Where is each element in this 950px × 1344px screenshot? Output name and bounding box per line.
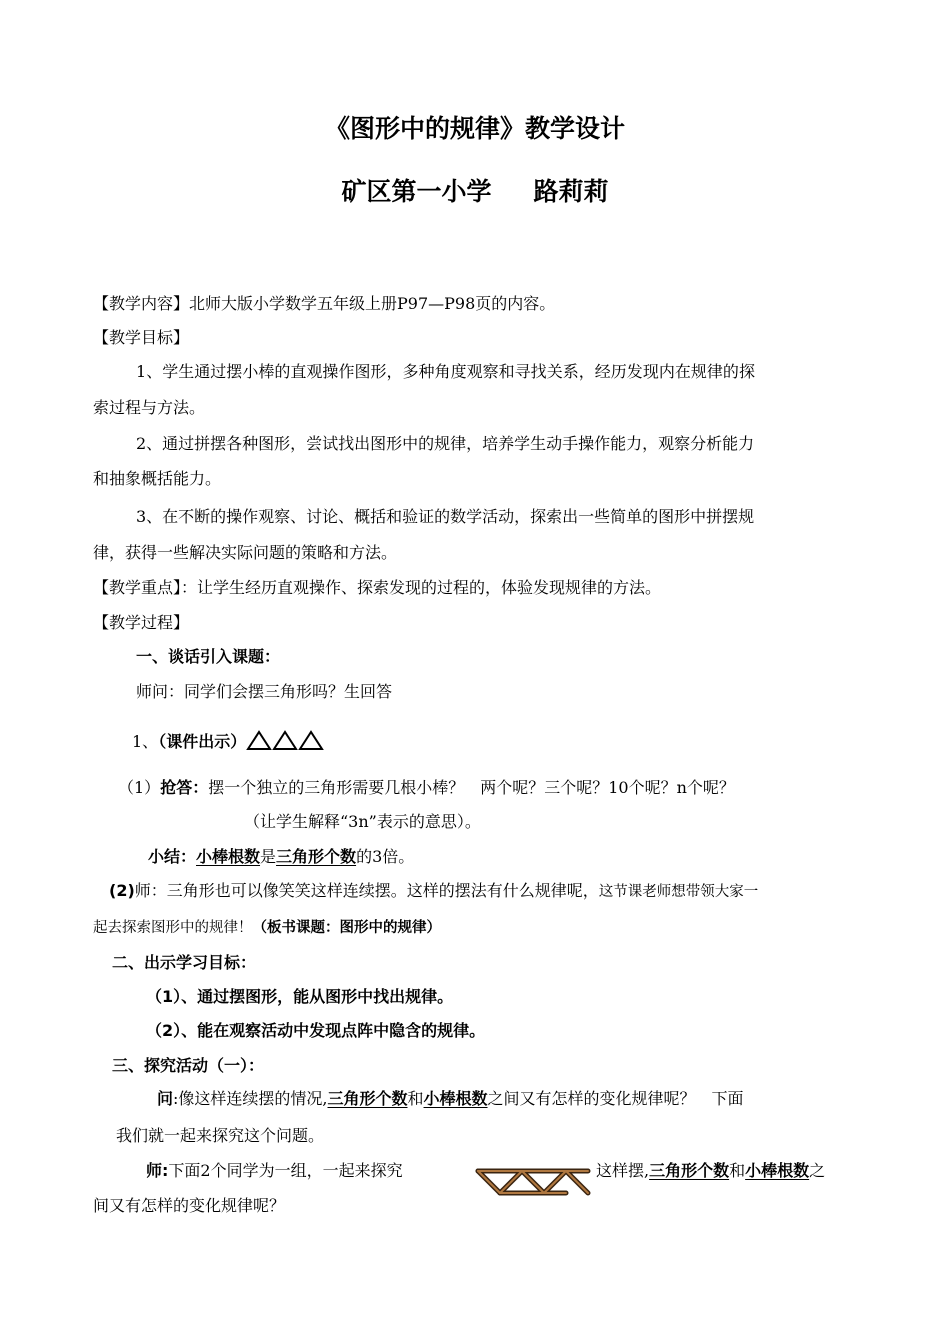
keypoint-line	[93, 577, 661, 599]
goal-3-line-1: 3、在不断的操作观察、讨论、概括和验证的数学活动，探索出一些简单的图形中拼摆规	[136, 507, 755, 526]
school-name: 矿区第一小学	[341, 177, 492, 206]
teacher-instruction-part-2	[596, 1160, 825, 1182]
question-2-text-small: 这节课老师想带领大家一	[598, 884, 759, 900]
question-2-line-1	[109, 880, 758, 903]
process-label: 【教学过程】	[93, 613, 190, 632]
item-1-number: 1、	[132, 732, 159, 751]
activity-term-triangles: 三角形个数	[327, 1089, 408, 1108]
content-text: 北师大版小学数学五年级上册P97—P98页的内容。	[189, 294, 556, 313]
activity-and: 和	[407, 1089, 424, 1108]
activity-question-text-1: :像这样连续摆的情况,	[173, 1089, 328, 1108]
summary-label: 小结：	[148, 847, 197, 866]
section-2-heading: 二、出示学习目标：	[112, 953, 257, 972]
summary-tail: 的3倍。	[356, 847, 415, 866]
goal-1-line-1: 1、学生通过摆小棒的直观操作图形，多种角度观察和寻找关系，经历发现内在规律的探	[136, 362, 755, 381]
teacher-instruction-text-2: 这样摆,	[596, 1161, 650, 1180]
goal-1-line-2: 索过程与方法。	[93, 398, 206, 417]
question-2-number: (2)	[109, 881, 135, 900]
section-3-heading: 三、探究活动（一）：	[112, 1056, 265, 1075]
activity-question-label: 问	[157, 1089, 174, 1108]
three-triangles-icon	[246, 729, 324, 751]
teacher-instruction-line-2: 间又有怎样的变化规律呢？	[93, 1196, 286, 1215]
question-2-continuation: 起去探索图形中的规律！	[93, 920, 253, 936]
keypoint-label: 【教学重点】：	[93, 578, 198, 597]
summary-is: 是	[260, 847, 277, 866]
teacher-term-triangles: 三角形个数	[649, 1161, 730, 1180]
teacher-and: 和	[729, 1161, 746, 1180]
activity-question-line-2: 我们就一起来探究这个问题。	[116, 1126, 325, 1145]
question-1	[118, 777, 735, 799]
question-2-text: 师：三角形也可以像笑笑这样连续摆。这样的摆法有什么规律呢，	[134, 881, 599, 900]
board-title-note: （板书课题：图形中的规律）	[252, 920, 441, 936]
objective-1: （1）、通过摆图形，能从图形中找出规律。	[146, 987, 454, 1006]
goal-2-line-1: 2、通过拼摆各种图形，尝试找出图形中的规律，培养学生动手操作能力，观察分析能力	[136, 434, 755, 453]
goal-3-line-2: 律，获得一些解决实际问题的策略和方法。	[93, 543, 398, 562]
summary-term-sticks: 小棒根数	[196, 847, 261, 866]
question-1-text: 摆一个独立的三角形需要几根小棒？ 两个呢？三个呢？10个呢？n个呢？	[208, 778, 735, 797]
keypoint-text: 让学生经历直观操作、探索发现的过程的，体验发现规律的方法。	[197, 578, 662, 597]
question-1-number: （1）	[118, 778, 161, 797]
document-subtitle	[0, 172, 950, 208]
teacher-term-sticks: 小棒根数	[745, 1161, 810, 1180]
content-line	[93, 293, 555, 315]
teacher-instruction-text-1: 下面2个同学为一组，一起来探究	[168, 1161, 403, 1180]
summary-term-triangles: 三角形个数	[276, 847, 357, 866]
teacher-instruction-part-1	[146, 1160, 403, 1182]
activity-term-sticks: 小棒根数	[423, 1089, 488, 1108]
teacher-instruction-text-3: 之	[809, 1161, 826, 1180]
objective-2: （2）、能在观察活动中发现点阵中隐含的规律。	[146, 1021, 486, 1040]
connected-triangles-sticks-icon	[472, 1166, 594, 1198]
document-title: 《图形中的规律》教学设计	[324, 114, 625, 143]
section-1-heading: 一、谈话引入课题：	[136, 647, 281, 666]
question-2-line-2	[93, 917, 441, 939]
goal-2-line-2: 和抽象概括能力。	[93, 469, 222, 488]
teacher-question: 师问：同学们会摆三角形吗？生回答	[136, 682, 393, 701]
content-label: 【教学内容】	[93, 294, 190, 313]
author-name: 路莉莉	[533, 177, 609, 206]
teacher-label: 师:	[146, 1161, 169, 1180]
question-1-label: 抢答：	[160, 778, 209, 797]
goals-label: 【教学目标】	[93, 328, 190, 347]
activity-question-text-2: 之间又有怎样的变化规律呢？ 下面	[487, 1089, 744, 1108]
item-1-label: （课件出示）	[158, 732, 247, 751]
summary-line	[148, 846, 414, 868]
question-1-note: （让学生解释“3n”表示的意思）。	[244, 812, 481, 831]
item-1	[132, 729, 324, 753]
activity-question-line-1	[157, 1088, 744, 1110]
